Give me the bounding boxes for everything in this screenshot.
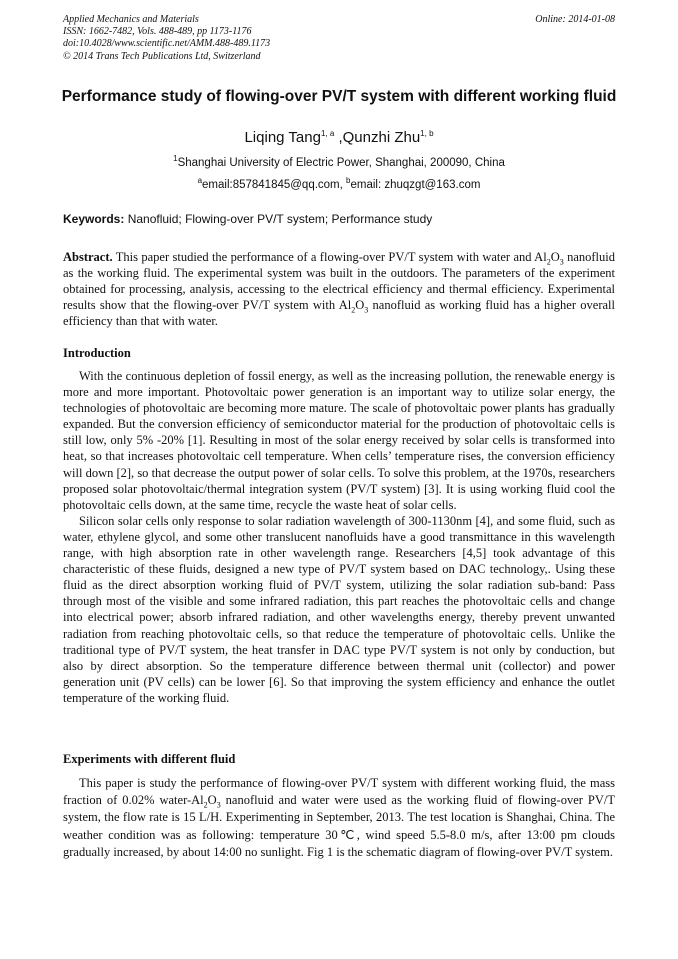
copyright-line: © 2014 Trans Tech Publications Ltd, Switzerland — [63, 50, 261, 62]
email-superscript: b — [346, 176, 351, 186]
subscript: 2 — [351, 305, 356, 315]
experiments-section — [63, 775, 615, 861]
abstract-paragraph — [63, 249, 615, 329]
issn-line: ISSN: 1662-7482, Vols. 488-489, pp 1173-1176 — [63, 26, 252, 38]
subscript: 3 — [216, 800, 221, 810]
body-paragraph — [63, 775, 615, 861]
journal-name: Applied Mechanics and Materials — [63, 14, 199, 25]
keywords-label: Keywords: — [63, 212, 125, 226]
author-superscript: 1, a — [320, 129, 335, 138]
affiliation-text: Shanghai University of Electric Power, Shanghai, 200090, China — [177, 157, 505, 169]
doi-line: doi:10.4028/www.scientific.net/AMM.488-489.1173 — [63, 38, 271, 50]
email-line — [0, 178, 678, 192]
introduction-section — [63, 368, 615, 706]
author-superscript: 1, b — [420, 129, 434, 138]
keywords-text: Nanofluid; Flowing-over PV/T system; Performance study — [124, 212, 433, 226]
body-paragraph: Silicon solar cells only response to solar radiation wavelength of 300-1130nm [4], and some fluid, such as water, ethylene glycol, and some other translucent nanofluids have a good transmittance in this wavelength range, with high absorption rate in other wavelength range. Researchers [4,5] took advantage of this characteristic of these fluids, designed a new type of PV/T system based on DAC technology,. Using these fluid as the direct absorption working fluid of PV/T system, utilizing the solar radiation sub-band: Pass through most of the visible and some infrared radiation, this part reaches the photovoltaic cells and change into electrical power; absorb infrared radiation, and other wavelengths energy, thereby prevent unwanted radiation from reaching photovoltaic cells, so that reduce the temperature of photovoltaic cells. Unlike the traditional type of PV/T system, the heat transfer in DAC type PV/T system is not only by conduction, but also by direct absorption. So the temperature difference between thermal unit (collector) and power generation unit (PV cells) can be lower [6]. So that improving the system efficiency and enhance the outlet temperature of the working fluid. — [63, 513, 615, 705]
paper-title: Performance study of flowing-over PV/T system with different working fluid — [61, 88, 617, 105]
abstract-section — [63, 249, 615, 329]
author-line — [0, 129, 678, 147]
abstract-text: nanofluid as working fluid has a higher overall efficiency than that with water. — [63, 298, 615, 329]
author-name: Qunzhi Zhu — [342, 129, 421, 146]
author-separator: , — [334, 129, 343, 146]
email-superscript: a — [197, 176, 203, 186]
section-heading-experiments: Experiments with different fluid — [63, 752, 236, 766]
journal-meta — [63, 14, 270, 63]
email-address: email:857841845@qq.com, — [202, 179, 347, 191]
subscript: 3 — [559, 257, 564, 267]
abstract-label: Abstract. — [63, 250, 113, 264]
body-text: nanofluid and water were used as the working fluid of flowing-over PV/T system, the flow rate is 15 L/H. Experimenting in September, 2013. The test location is Shanghai, China. The weather condition was as following: temperature 30℃, wind speed 5.5-8.0 m/s, after 13:00 pm clouds gradually increased, by about 14:00 no sunlight. Fig 1 is the schematic diagram of flowing-over PV/T system. — [63, 793, 615, 859]
online-date: Online: 2014-01-08 — [535, 14, 615, 25]
abstract-text: O — [355, 298, 365, 313]
affiliation-line — [0, 156, 678, 170]
abstract-text: This paper studied the performance of a flowing-over PV/T system with water and Al — [112, 250, 547, 264]
abstract-text: O — [550, 250, 560, 264]
subscript: 2 — [546, 257, 551, 267]
section-heading-introduction: Introduction — [63, 346, 131, 360]
keywords-line — [63, 212, 615, 227]
body-text: O — [207, 793, 217, 808]
email-address: email: zhuqzgt@163.com — [350, 179, 481, 191]
author-name: Liqing Tang — [244, 129, 321, 146]
body-paragraph: With the continuous depletion of fossil energy, as well as the increasing pollution, the renewable energy is more and more important. Photovoltaic power generation is an important way to utilize solar energy, the technologies of photovoltaic are becoming more mature. The scale of photovoltaic power plants has gradually expanded. But the conversion efficiency of semiconductor material for the production of photovoltaic cells is still low, only 5% -20% [1]. Resulting in most of the solar energy received by solar cells is transformed into heat, so that increases photovoltaic cell temperature. When cells’ temperature rises, the conversion efficiency will down [2], so that decrease the output power of solar cells. To solve this problem, at the 1970s, researchers proposed solar photovoltaic/thermal integration system (PV/T system) [3]. It is using working fluid cool the photovoltaic cells down, at the same time, recycle the waste heat of solar cells. — [63, 369, 615, 512]
subscript: 3 — [364, 305, 369, 315]
subscript: 2 — [203, 800, 208, 810]
affiliation-superscript: 1 — [173, 154, 178, 164]
body-text: This paper is study the performance of flowing-over PV/T system with different working fluid, the mass fraction of 0.02% water-Al — [63, 776, 615, 808]
abstract-text: nanofluid as the working fluid. The experimental system was built in the outdoors. The parameters of the experiment obtained for processing, analysis, accessing to the electrical efficiency and thermal efficiency. Experimental results show that the flowing-over PV/T system with Al — [63, 250, 615, 313]
